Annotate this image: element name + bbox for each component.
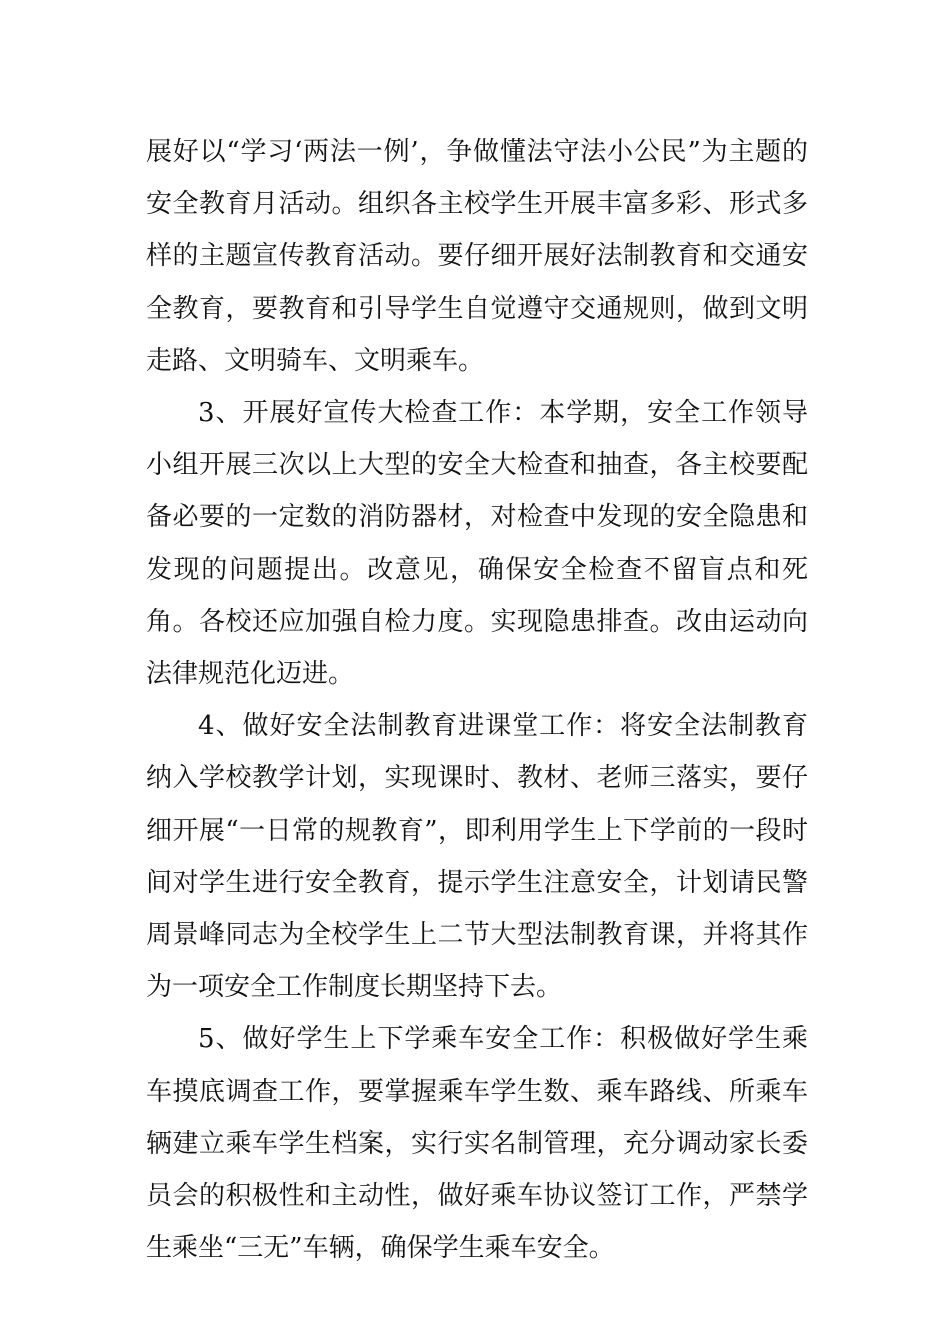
paragraph-item-4: 4、做好安全法制教育进课堂工作：将安全法制教育纳入学校教学计划，实现课时、教材、老师三落实，要仔细开展“一日常的规教育”，即利用学生上下学前的一段时间对学生进行安全教育，提示学生注意安全，计划请民警周景峰同志为全校学生上二节大型法制教育课，并将其作为一项安全工作制度长期坚持下去。 — [146, 711, 808, 1003]
paragraph-item-3: 3、开展好宣传大检查工作：本学期，安全工作领导小组开展三次以上大型的安全大检查和抽查，各主校要配备必要的一定数的消防器材，对检查中发现的安全隐患和发现的问题提出。改意见，确保安全检查不留盲点和死角。各校还应加强自检力度。实现隐患排查。改由运动向法律规范化迈进。 — [146, 398, 808, 690]
paragraph-continuation: 展好以“学习‘两法一例’，争做懂法守法小公民”为主题的安全教育月活动。组织各主校学生开展丰富多彩、形式多样的主题宣传教育活动。要仔细开展好法制教育和交通安全教育，要教育和引导学生自觉遵守交通规则，做到文明走路、文明骑车、文明乘车。 — [146, 137, 808, 376]
body-text — [146, 126, 808, 1274]
paragraph-item-5: 5、做好学生上下学乘车安全工作：积极做好学生乘车摸底调查工作，要掌握乘车学生数、乘车路线、所乘车辆建立乘车学生档案，实行实名制管理，充分调动家长委员会的积极性和主动性，做好乘车协议签订工作，严禁学生乘坐“三无”车辆，确保学生乘车安全。 — [146, 1024, 808, 1264]
